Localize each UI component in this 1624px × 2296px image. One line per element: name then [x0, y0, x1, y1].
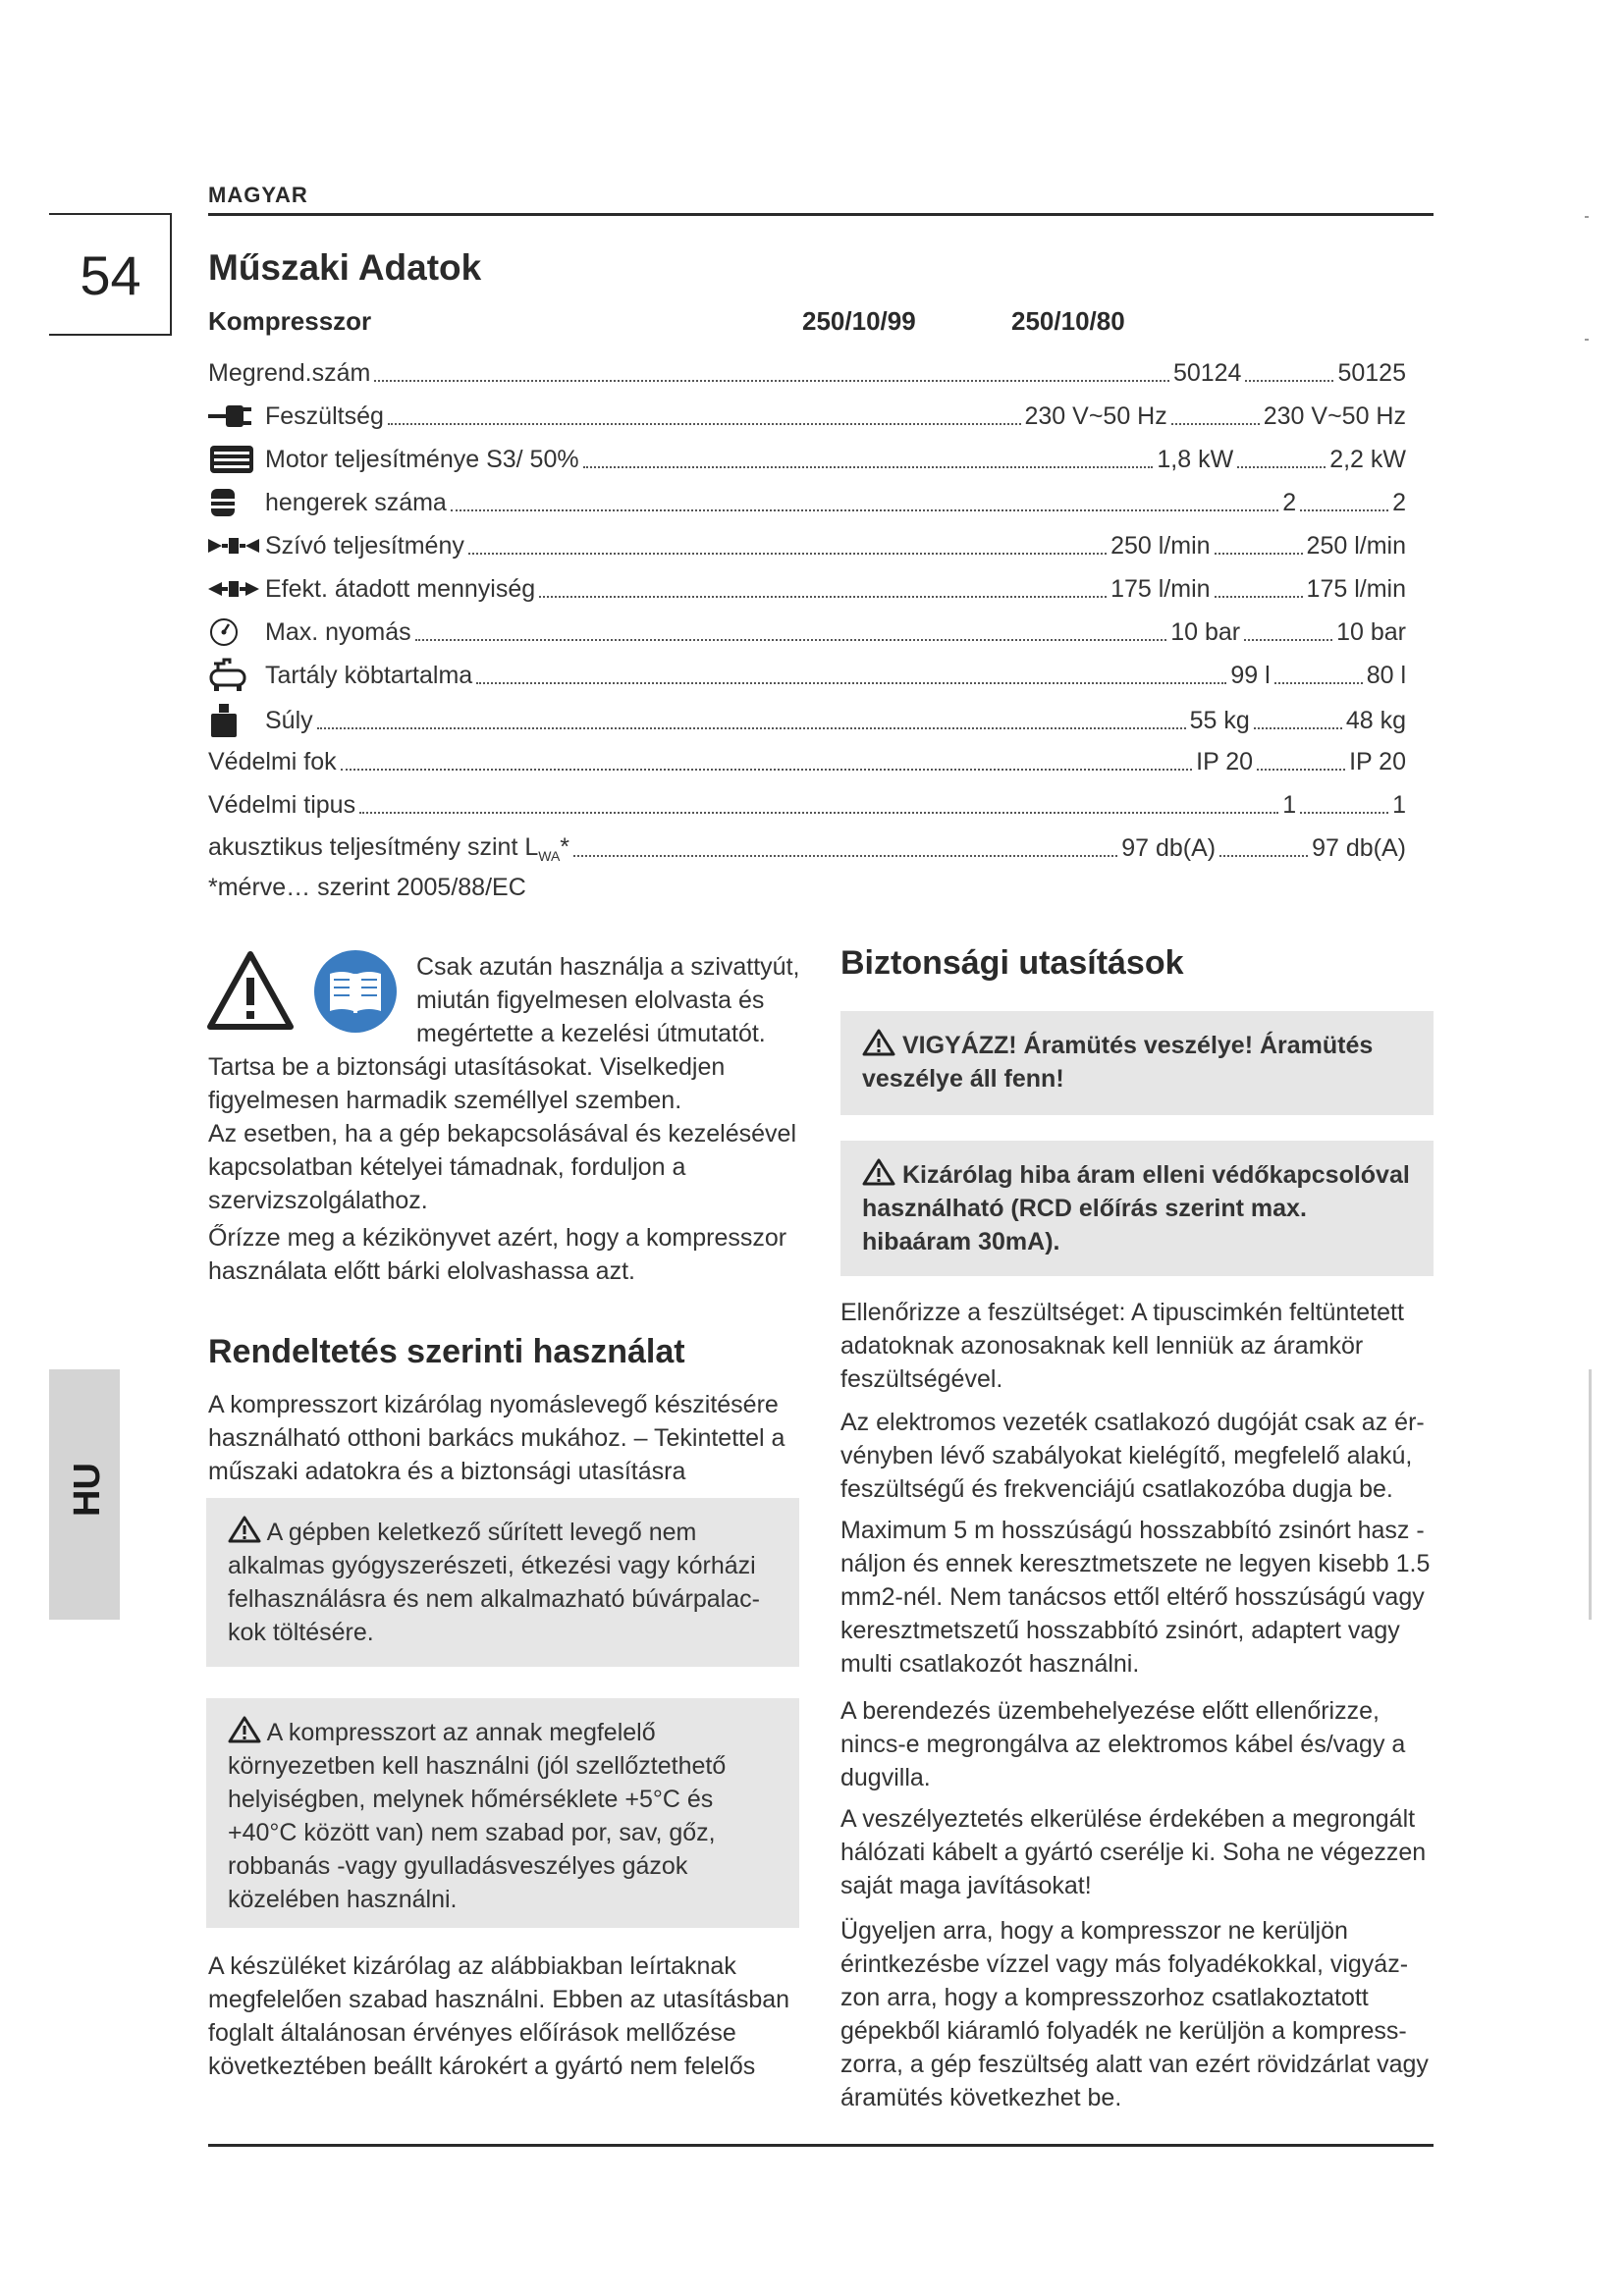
safety-paragraph: A veszélyeztetés elkerülése érdekében a megrongált hálózati kábelt a gyártó cserélje ki. Soha ne végezzen saját maga javításokat! [840, 1805, 1427, 1899]
top-rule [208, 213, 1434, 216]
spec-value-2: 50125 [1337, 358, 1406, 387]
spec-label: Védelmi tipus [208, 790, 356, 819]
spec-value-1: 1,8 kW [1157, 445, 1234, 473]
read-manual-icon [312, 948, 399, 1040]
safety-paragraph: Maximum 5 m hosszúságú hosszabbító zsinórt hasz - náljon és ennek keresztmetszete ne legyen kisebb 1.5 mm2-nél. Nem tanácsos ettől eltérő hosszúságú vagy keresztmetszetű hosszabbító zsinórt, adaptert vagy multi csatlakozót használni. [840, 1517, 1431, 1678]
page-title: Műszaki Adatok [208, 247, 482, 288]
safety-paragraph: Ügyeljen arra, hogy a kompresszor ne kerüljön érintkezésbe vízzel vagy más folyadékokkal, vigyáz-zon arra, hogy a kompresszorhoz csatlakoztatott gépekből kiáramló folyadék ne kerüljön a kompress-zorra, a gép feszültség alatt van ezért rövidzárlat vagy áramütés következhet be. [840, 1917, 1429, 2111]
spec-footnote: *mérve… szerint 2005/88/EC [208, 874, 526, 901]
spec-row [208, 524, 1406, 567]
usage-paragraph: A kompresszort kizárólag nyomáslevegő készitésére használható otthoni barkács mukához. – Tekintettel a műszaki adatokra és a biztonsági utasításra [208, 1391, 785, 1485]
intro-paragraph: Őrízze meg a kézikönyvet azért, hogy a kompresszor használata előtt bárki elolvashassa azt. [208, 1224, 787, 1285]
spec-value-2: 80 l [1366, 661, 1406, 689]
warning-text: A gépben keletkező sűrített levegő nem alkalmas gyógyszerészeti, étkezési vagy kórházi felhasználásra és nem alkalmazható búvárpalac-kok töltésére. [228, 1519, 760, 1646]
spec-label: Védelmi fok [208, 747, 337, 775]
closing-paragraph: A készüléket kizárólag az alábbiakban leírtaknak megfelelően szabad használni. Ebben az utasításban foglalt általánosan érvényes előírások mellőzése következtében beállt károkért a gyártó nem felelős [208, 1952, 790, 2080]
spec-value-1: IP 20 [1196, 747, 1254, 775]
spec-header-model1: 250/10/99 [802, 306, 916, 336]
spec-row [208, 699, 1406, 742]
gauge-icon [208, 616, 265, 648]
spec-value-1: 50124 [1172, 358, 1242, 387]
spec-header-model2: 250/10/80 [1011, 306, 1125, 336]
warning-triangle-icon [206, 950, 295, 1036]
safety-paragraph: Az elektromos vezeték csatlakozó dugóját csak az ér-vényben lévő szabályokat kielégítő, megfelelő alakú, feszültségű és frekvenciájú csatlakozóba dugja be. [840, 1409, 1425, 1503]
spec-value-1: 55 kg [1189, 706, 1250, 734]
warning-small-icon [228, 1519, 261, 1546]
spec-value-2: 2,2 kW [1329, 445, 1406, 473]
warning-box [206, 1698, 799, 1928]
bottom-rule [208, 2144, 1434, 2147]
spec-label: Max. nyomás [265, 617, 411, 646]
spec-row [208, 395, 1406, 438]
intro-side-text: Csak azután használja a szivattyút, miután figyelmesen elolvasta és megértette a kezelési útmutatót. [416, 953, 800, 1047]
spec-label: Tartály köbtartalma [265, 661, 473, 689]
spec-row-acoustic [208, 827, 1406, 870]
warning-small-icon [862, 1161, 895, 1189]
spec-label-star: * [560, 832, 570, 861]
cylinder-icon [208, 487, 265, 518]
spec-value-2: 230 V~50 Hz [1263, 401, 1406, 430]
spec-label: Szívó teljesítmény [265, 531, 464, 560]
danger-text: Kizárólag hiba áram elleni védőkapcsolóval használható (RCD előírás szerint max. hibaáram 30mA). [862, 1161, 1410, 1255]
spec-value-2: 1 [1392, 790, 1406, 819]
spec-value-2: 250 l/min [1306, 531, 1406, 560]
spec-row [208, 740, 1406, 783]
spec-value-2: 48 kg [1345, 706, 1406, 734]
spec-label: Megrend.szám [208, 358, 371, 387]
spec-row [208, 567, 1406, 611]
spec-label: Súly [265, 706, 313, 734]
warning-text: A kompresszort az annak megfelelő környezetben kell használni (jól szellőztethető helyiségben, melynek hőmérséklete +5°C és +40°C között van) nem szabad por, sav, gőz, robbanás -vagy gyulladásveszélyes gázok közelében használni. [228, 1719, 727, 1913]
spec-header-label: Kompresszor [208, 306, 372, 336]
edge-mark [1589, 1369, 1592, 1620]
spec-row [208, 654, 1406, 697]
edge-mark [1585, 339, 1589, 341]
danger-box [840, 1141, 1434, 1276]
motor-icon [208, 444, 265, 475]
plug-icon [208, 401, 265, 431]
spec-value-1: 97 db(A) [1121, 833, 1217, 862]
spec-value-2: 97 db(A) [1312, 833, 1406, 862]
spec-value-2: 10 bar [1336, 617, 1406, 646]
output-icon [208, 578, 265, 600]
warning-box [206, 1498, 799, 1667]
spec-row [208, 481, 1406, 524]
danger-box [840, 1011, 1434, 1115]
safety-heading: Biztonsági utasítások [840, 944, 1184, 982]
usage-heading: Rendeltetés szerinti használat [208, 1333, 685, 1370]
spec-value-1: 250 l/min [1110, 531, 1211, 560]
spec-value-1: 2 [1282, 488, 1297, 516]
spec-value-2: 175 l/min [1306, 574, 1406, 603]
spec-row [208, 438, 1406, 481]
spec-label: Motor teljesítménye S3/ 50% [265, 445, 579, 473]
intake-icon [208, 535, 265, 557]
spec-value-2: IP 20 [1349, 747, 1406, 775]
section-label: MAGYAR [208, 183, 308, 207]
intro-paragraph: Az esetben, ha a gép bekapcsolásával és kezelésével kapcsolatban kételyei támadnak, forduljon a szervizszolgálathoz. [208, 1120, 796, 1214]
spec-value-1: 10 bar [1170, 617, 1241, 646]
spec-label: hengerek száma [265, 488, 447, 516]
danger-text: VIGYÁZZ! Áramütés veszélye! Áramütés veszélye áll fenn! [862, 1032, 1374, 1093]
spec-value-1: 99 l [1230, 661, 1271, 689]
safety-paragraph: Ellenőrizze a feszültséget: A tipuscimkén feltüntetett adatoknak azonosaknak kell lenniük az áramkör feszültségével. [840, 1299, 1404, 1393]
tank-icon [208, 658, 265, 693]
spec-row [208, 611, 1406, 654]
spec-value-1: 230 V~50 Hz [1024, 401, 1167, 430]
spec-label: akusztikus teljesítmény szint L [208, 832, 539, 861]
spec-value-1: 175 l/min [1110, 574, 1211, 603]
language-tab-label: HU [67, 1463, 108, 1517]
spec-value-2: 2 [1392, 488, 1406, 516]
spec-label-subscript: WA [538, 847, 561, 864]
spec-value-1: 1 [1282, 790, 1297, 819]
language-side-tab [49, 1369, 120, 1620]
weight-icon [208, 703, 265, 738]
spec-label: Efekt. átadott mennyiség [265, 574, 536, 603]
spec-row [208, 351, 1406, 395]
warning-small-icon [862, 1032, 895, 1059]
page-number: 54 [80, 244, 141, 306]
spec-row [208, 783, 1406, 827]
warning-small-icon [228, 1719, 261, 1746]
intro-paragraph: Tartsa be a biztonsági utasításokat. Viselkedjen figyelmesen harmadik személlyel szemben. [208, 1053, 726, 1114]
edge-mark [1585, 216, 1589, 218]
safety-paragraph: A berendezés üzembehelyezése előtt ellenőrizze, nincs-e megrongálva az elektromos kábel és/vagy a dugvilla. [840, 1697, 1406, 1791]
spec-label: Feszültség [265, 401, 384, 430]
